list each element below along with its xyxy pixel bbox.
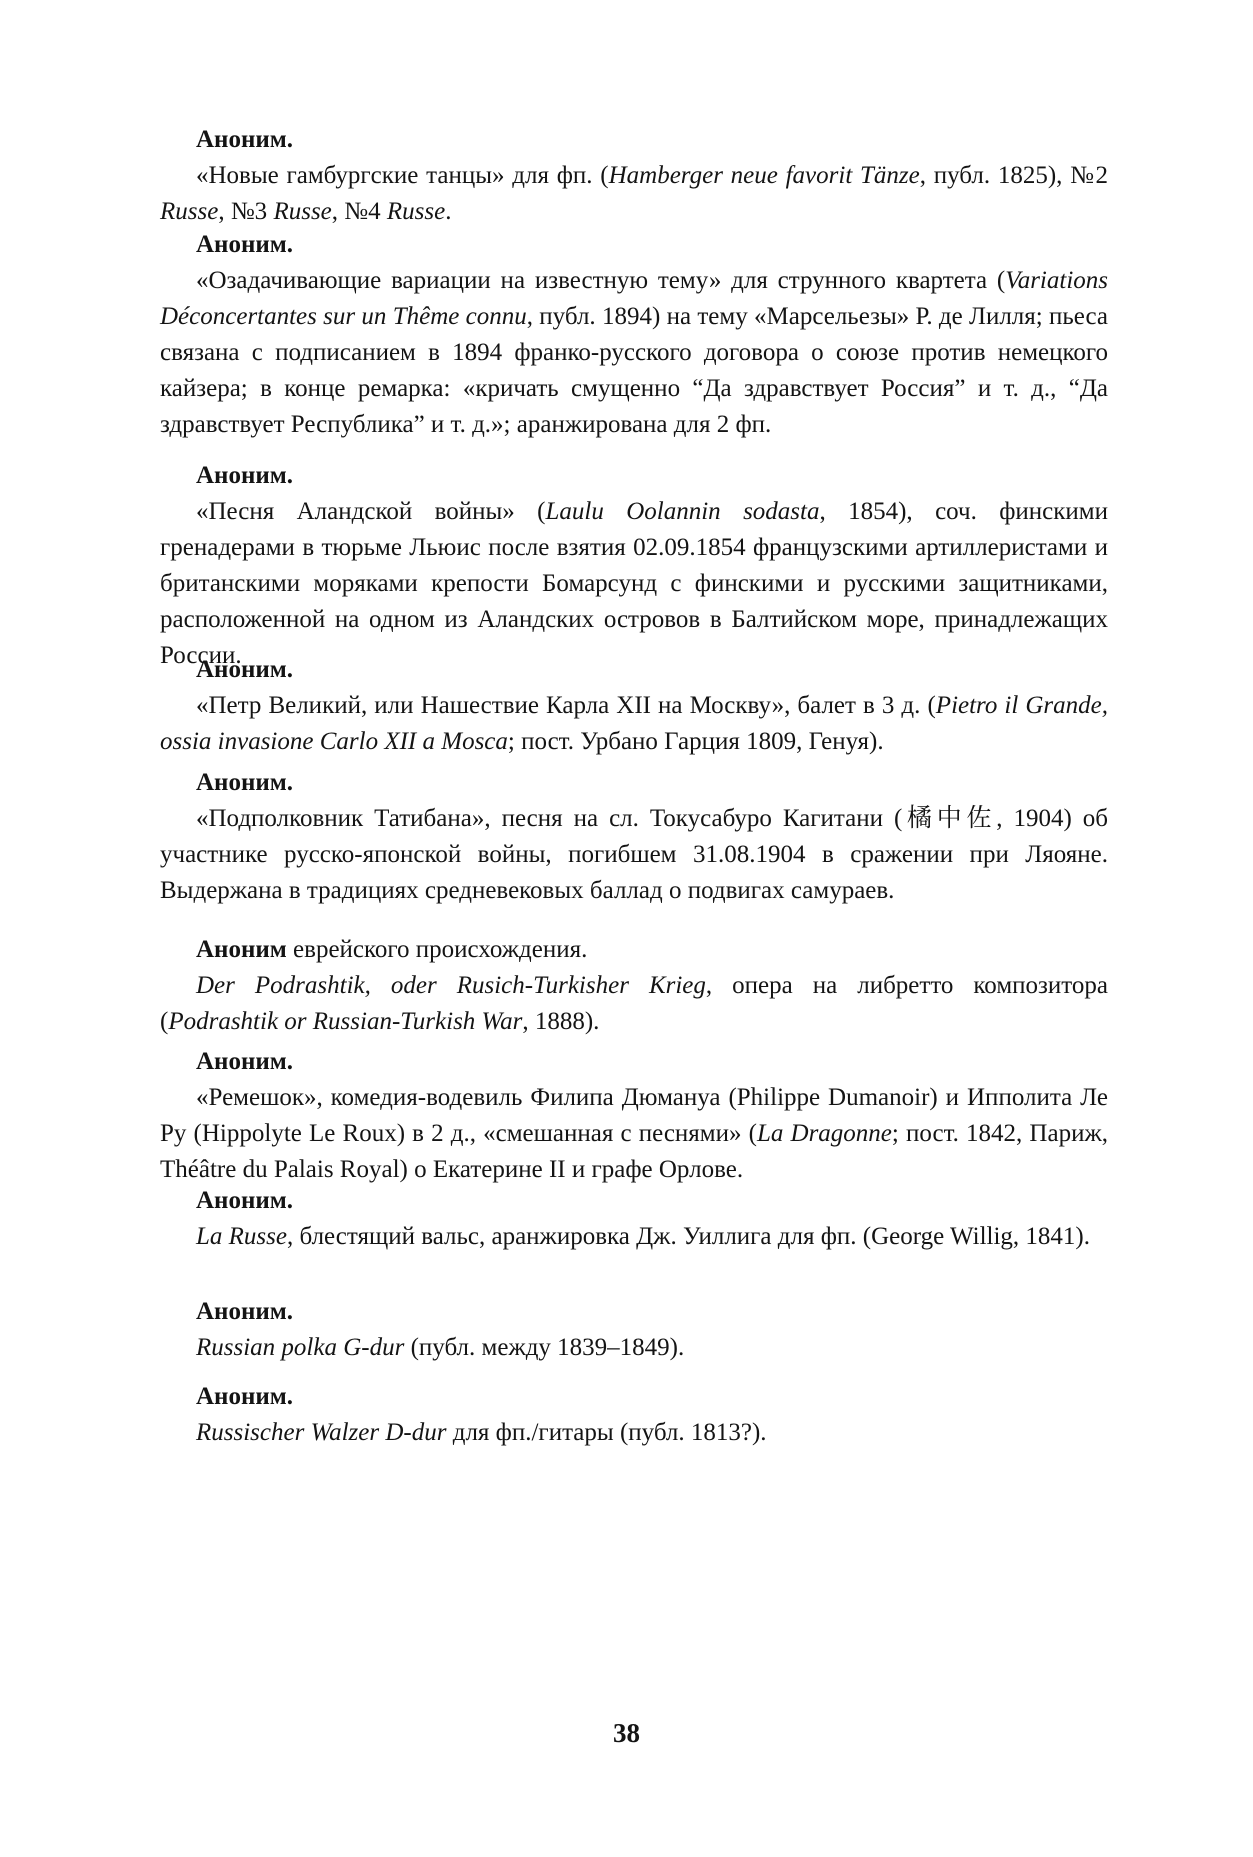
- entry-description: [160, 801, 1108, 909]
- entry-italic-title: La Russe: [196, 1223, 287, 1250]
- catalog-entry: [160, 227, 1108, 443]
- entry-text: .: [445, 198, 452, 225]
- entry-italic-title: Russe: [386, 198, 446, 225]
- entry-description: [160, 1080, 1108, 1188]
- entry-italic-title: Hamberger neue favorit Tänze: [608, 162, 920, 189]
- entry-text: , №4: [331, 198, 387, 225]
- entry-author: Аноним.: [196, 1048, 294, 1075]
- entry-author: Аноним.: [196, 126, 294, 153]
- catalog-entry: [160, 932, 1108, 1040]
- entry-text: , публ. 1825), №2: [919, 162, 1108, 189]
- entry-description: [160, 968, 1108, 1040]
- entry-heading: [160, 765, 1108, 801]
- entry-italic-title: Laulu Oolannin sodasta: [545, 498, 820, 525]
- entry-text: «Ремешок», комедия-водевиль Филипа Дюмануа (Philippe Dumanoir) и Ипполита Ле Ру (Hippolyte Le Roux) в 2 д., «смешанная с песнями» (: [160, 1084, 1108, 1147]
- entry-text: «Петр Великий, или Нашествие Карла XII на Москву», балет в 3 д. (: [196, 692, 936, 719]
- entry-text: (публ. между 1839–1849).: [404, 1334, 685, 1361]
- entry-italic-title: La Dragonne: [756, 1120, 892, 1147]
- entry-text: , 1854), соч. финскими гренадерами в тюрьме Льюис после взятия 02.09.1854 французскими артиллеристами и британскими моряками крепости Бомарсунд с финскими и русскими защитниками, расположенной на одном из Аландских островов в Балтийском море, принадлежащих России.: [160, 498, 1108, 669]
- entry-heading: [160, 1183, 1108, 1219]
- entry-text: , опера на либретто композитора (: [160, 972, 1108, 1035]
- entry-text: , публ. 1894) на тему «Марсельезы» Р. де Лилля; пьеса связана с подписанием в 1894 франко-русского договора о союзе против немецкого кайзера; в конце ремарка: «кричать смущенно “Да здравствует Россия” и т. д., “Да здравствует Республика” и т. д.»; аранжирована для 2 фп.: [160, 303, 1109, 438]
- entry-heading: [160, 1294, 1108, 1330]
- entry-italic-title: Variations Déconcertantes sur un Thême connu: [160, 267, 1108, 330]
- entry-heading: [160, 652, 1108, 688]
- entry-heading: [160, 227, 1108, 263]
- catalog-entry: [160, 1379, 1108, 1451]
- entry-author: Аноним.: [196, 1298, 294, 1325]
- entry-author: Аноним.: [196, 656, 294, 683]
- entry-heading: [160, 122, 1108, 158]
- entry-text: , 1888).: [522, 1008, 600, 1035]
- catalog-entry: [160, 1183, 1108, 1255]
- entry-author: Аноним: [196, 936, 287, 963]
- entry-heading: [160, 1044, 1108, 1080]
- entry-text: ; пост. 1842, Париж, Théâtre du Palais Royal) о Екатерине II и графе Орлове.: [160, 1120, 1108, 1183]
- entry-text: «Новые гамбургские танцы» для фп. (: [196, 162, 609, 189]
- entry-text: «Озадачивающие вариации на известную тему» для струнного квартета (: [196, 267, 1006, 294]
- entry-author: Аноним.: [196, 231, 294, 258]
- entry-description: [160, 1415, 1108, 1451]
- entry-heading: [160, 458, 1108, 494]
- entry-text: , блестящий вальс, аранжировка Дж. Уиллига для фп. (George Willig, 1841).: [286, 1223, 1090, 1250]
- entry-author: Аноним.: [196, 769, 294, 796]
- entry-description: [160, 263, 1108, 443]
- entry-author: Аноним.: [196, 1383, 294, 1410]
- entry-italic-title: Russe: [273, 198, 332, 225]
- entry-heading: [160, 932, 1108, 968]
- entry-heading: [160, 1379, 1108, 1415]
- entry-text: ; пост. Урбано Гарция 1809, Генуя).: [507, 728, 884, 755]
- entry-text: для фп./гитары (публ. 1813?).: [446, 1419, 767, 1446]
- entry-description: [160, 494, 1108, 674]
- entry-italic-title: Russe: [160, 198, 219, 225]
- catalog-entry: [160, 122, 1108, 230]
- entry-italic-title: Russischer Walzer D-dur: [196, 1419, 447, 1446]
- entry-description: [160, 1330, 1108, 1366]
- entry-author: Аноним.: [196, 462, 294, 489]
- catalog-entry: [160, 652, 1108, 760]
- entry-text: , №3: [218, 198, 274, 225]
- page-number: 38: [613, 1718, 640, 1748]
- entry-italic-title: Podrashtik or Russian-Turkish War: [168, 1008, 523, 1035]
- catalog-entry: [160, 1044, 1108, 1188]
- entry-description: [160, 688, 1108, 760]
- entry-italic-title: Der Podrashtik, oder Rusich-Turkisher Krieg: [196, 972, 706, 999]
- catalog-entry: [160, 1294, 1108, 1366]
- entry-italic-title: Pietro il Grande, ossia invasione Carlo XII a Mosca: [160, 692, 1108, 755]
- entry-description: [160, 1219, 1108, 1255]
- entry-text: «Подполковник Татибана», песня на сл. Токусабуро Кагитани (橘中佐, 1904) об участнике русско-японской войны, погибшем 31.08.1904 в сражении при Ляояне. Выдержана в традициях средневековых баллад о подвигах самураев.: [160, 805, 1108, 904]
- entry-text: «Песня Аландской войны» (: [196, 498, 546, 525]
- entry-description: [160, 158, 1108, 230]
- entry-author-note: еврейского происхождения.: [286, 936, 588, 963]
- entry-author: Аноним.: [196, 1187, 294, 1214]
- entry-italic-title: Russian polka G-dur: [196, 1334, 405, 1361]
- catalog-entry: [160, 765, 1108, 909]
- catalog-entry: [160, 458, 1108, 674]
